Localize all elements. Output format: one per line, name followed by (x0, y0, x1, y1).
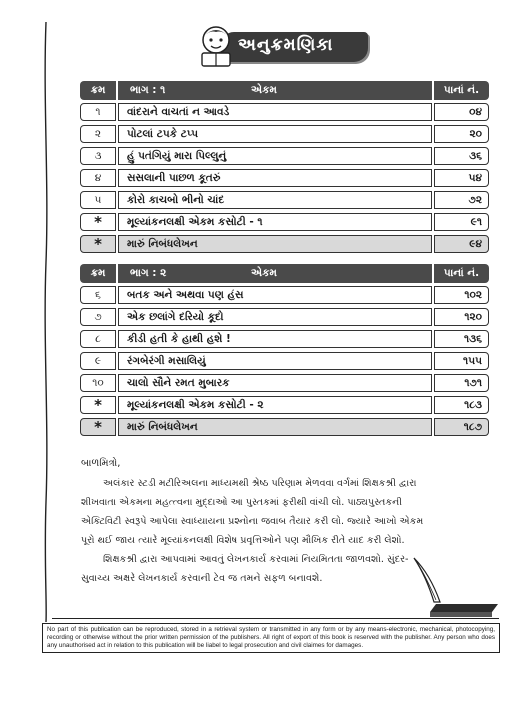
salutation: બાળમિત્રો, (81, 458, 121, 469)
toc-row-title: રંગબેરંગી મસાલિયું (118, 352, 432, 370)
toc-part-2 (80, 264, 489, 437)
header-part-unit (118, 81, 432, 100)
toc-row-page: ૧૩૬ (434, 330, 489, 348)
toc-row (80, 418, 489, 437)
toc-row (80, 308, 489, 327)
toc-row-number: ૪ (80, 169, 116, 187)
toc-row-title: ચાલો સૌને રમત મુબારક (118, 374, 432, 392)
toc-row-number: ૮ (80, 330, 116, 348)
toc-row-title: કોરો કાચબો ભીનો ચાંદ (118, 191, 432, 209)
header-part-unit (118, 264, 432, 283)
header-part-number: ૧ (160, 84, 166, 96)
toc-row-number: ૯ (80, 352, 116, 370)
header-unit: એકમ (251, 267, 277, 279)
toc-row-number: * (80, 235, 116, 253)
toc-row-title: હું પતંગિયું મારા પિલ્લુનું (118, 147, 432, 165)
toc-row-page: ૧૮૩ (434, 396, 489, 414)
toc-row-number: * (80, 213, 116, 231)
message-line: શિક્ષકશ્રી દ્વારા આપવામાં આવતું લેખનકાર્ય કરવામાં નિયમિતતા જાળવશો. સુંદર- (103, 554, 409, 565)
title-banner (196, 24, 371, 68)
toc-row-number: ૨ (80, 125, 116, 143)
toc-row-number: ૭ (80, 308, 116, 326)
header-part-label: ભાગ : (130, 267, 157, 279)
toc-row-page: ૯૪ (434, 235, 489, 253)
toc-header (80, 81, 489, 100)
toc-row (80, 213, 489, 232)
toc-row-page: ૧૮૭ (434, 418, 489, 436)
toc-row (80, 352, 489, 371)
message-line: એક્ટિવિટી સ્વરૂપે આપેલા સ્વાધ્યાયના પ્રશ્નોના જવાબ તૈયાર કરી લો. જ્યારે આખો એકમ (81, 516, 424, 527)
toc-part-1 (80, 81, 489, 254)
toc-row-page: ૨૦ (434, 125, 489, 143)
message-line: અલંકાર સ્ટડી મટીરિઅલના માધ્યમથી શ્રેષ્ઠ પરિણામ મેળવવા વર્ગમાં શિક્ષકશ્રી દ્વારા (103, 478, 417, 489)
toc-row-number: ૬ (80, 286, 116, 304)
toc-row (80, 396, 489, 415)
toc-row-title: મારું નિબંધલેખન (118, 418, 432, 436)
message-line: પૂરો થઈ જાય ત્યારે મૂલ્યાંકનલક્ષી વિશેષ પ્રવૃત્તિઓને પણ મૌખિક રીતે યાદ કરી લેશો. (81, 535, 405, 546)
header-num: ક્રમ (80, 81, 116, 100)
toc-rows (80, 103, 489, 254)
header-unit: એકમ (251, 84, 277, 96)
toc-row (80, 191, 489, 210)
toc-row-number: ૫ (80, 191, 116, 209)
toc-row-title: મૂલ્યાંકનલક્ષી એકમ કસોટી - ૧ (118, 213, 432, 231)
toc-row (80, 286, 489, 305)
toc-row-page: ૧૦૨ (434, 286, 489, 304)
toc-row-title: મારું નિબંધલેખન (118, 235, 432, 253)
toc-row-title: મૂલ્યાંકનલક્ષી એકમ કસોટી - ૨ (118, 396, 432, 414)
toc-row-number: ૧૦ (80, 374, 116, 392)
toc-row-title: વાંદરાને વાચતાં ન આવડે (118, 103, 432, 121)
header-part-label: ભાગ : (130, 84, 157, 96)
toc-header (80, 264, 489, 283)
toc-row (80, 147, 489, 166)
toc-row-title: એક છલાંગે દરિયો કૂદો (118, 308, 432, 326)
toc-row-number: * (80, 418, 116, 436)
toc-row (80, 169, 489, 188)
header-pages: પાનાં નં. (434, 264, 489, 283)
toc-row-page: ૦૪ (434, 103, 489, 121)
toc-row-page: ૫૪ (434, 169, 489, 187)
toc-row-page: ૧૭૧ (434, 374, 489, 392)
toc-row (80, 125, 489, 144)
header-num: ક્રમ (80, 264, 116, 283)
quill-book-icon (400, 554, 500, 618)
toc-row-number: ૧ (80, 103, 116, 121)
toc-row-number: ૩ (80, 147, 116, 165)
footer-divider (52, 618, 499, 619)
toc-row-page: ૧૫૫ (434, 352, 489, 370)
toc-row-number: * (80, 396, 116, 414)
toc-row-page: ૩૬ (434, 147, 489, 165)
toc-row-title: પોટલાં ટપકે ટપ્પ (118, 125, 432, 143)
toc-row (80, 103, 489, 122)
page-title: અનુક્રમણિકા (238, 35, 334, 55)
header-part-number: ૨ (160, 267, 167, 279)
toc-rows (80, 286, 489, 437)
toc-row-title: કીડી હતી કે હાથી હશે ! (118, 330, 432, 348)
toc-row (80, 330, 489, 349)
message-line: શીખવાતા એકમના મહત્ત્વના મુદ્દાઓ આ પુસ્તકમાં ફરીથી વાંચી લો. પાઠ્યપુસ્તકની (81, 497, 403, 508)
reading-boy-icon (196, 24, 236, 68)
toc-row-page: ૯૧ (434, 213, 489, 231)
notebook-spine (41, 22, 51, 622)
toc-row (80, 374, 489, 393)
message-line: સુવાચ્ય અક્ષરે લેખનકાર્ય કરવાની ટેવ જ તમને સફળ બનાવશે. (81, 573, 323, 584)
toc-row-page: ૭૨ (434, 191, 489, 209)
copyright-disclaimer: No part of this publication can be reproduced, stored in a retrieval system or transmitted in any form or by any means-electronic, mechanical, photocopying, recording or otherwise without the prior written permission of the publishers. All right of export of this book is reserved with the publisher. Any person who does any unauthorised act in relation to this publication will be liabel to legal prosecution and civil claimes for damages. (42, 623, 500, 653)
toc-row-page: ૧૨૦ (434, 308, 489, 326)
header-pages: પાનાં નં. (434, 81, 489, 100)
toc-row-title: બતક અને અથવા પણ હંસ (118, 286, 432, 304)
toc-row-title: સસલાની પાછળ કૂતરું (118, 169, 432, 187)
toc-row (80, 235, 489, 254)
